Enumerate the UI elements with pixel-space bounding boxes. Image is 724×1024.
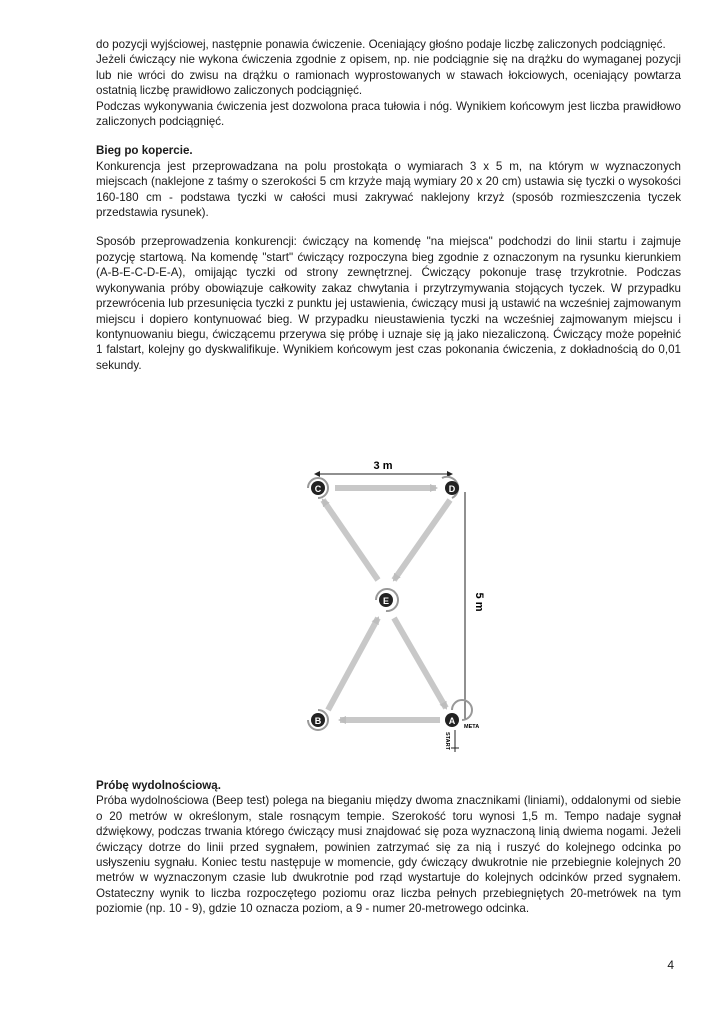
page-number: 4: [667, 958, 674, 972]
point-a: [445, 700, 472, 727]
arrow-d-to-e: [394, 500, 450, 580]
arrow-e-to-a: [394, 618, 446, 708]
point-a-label: A: [448, 716, 456, 726]
point-c-label: C: [314, 484, 322, 494]
point-d-label: D: [448, 484, 456, 494]
width-dimension: [315, 460, 452, 474]
document-body: [96, 37, 681, 373]
intro-paragraph-1: do pozycji wyjściowej, następnie ponawia ćwiczenie. Oceniający głośno podaje liczbę zaliczonych podciągnięć.: [96, 38, 666, 51]
arrow-b-to-e: [328, 618, 378, 710]
height-dimension: [465, 492, 485, 720]
envelope-run-paragraph-2: Sposób przeprowadzenia konkurencji: ćwiczący na komendę "na miejsca" podchodzi do linii startu i zajmuje pozycję startową. Na komendę "start" ćwiczący rozpoczyna bieg zgodnie z oznaczonym na rysunku kierunkiem (A-B-E-C-D-E-A), omijając tyczki od strony zewnętrznej. Ćwiczący pokonuje trasę trzykrotnie. Podczas wykonywania próby obowiązuje całkowity zakaz chwytania i przytrzymywania stojących tyczek. W przypadku przewrócenia lub przesunięcia tyczki z punktu jej ustawienia, ćwiczący musi ją ustawić na wcześniej zajmowanym miejscu i dopiero kontynuować bieg. W przypadku nieustawienia tyczki na wcześniej zajmowanym miejscu i kontynuowaniu biegu, ćwiczącemu przerywa się próbę i uznaje się ją jako niezaliczoną. Ćwiczący może popełnić 1 falstart, kolejny go dyskwalifikuje. Wynikiem końcowym jest czas pokonania ćwiczenia, z dokładnością do 0,01 sekundy.: [96, 235, 681, 372]
point-b: [308, 710, 328, 730]
envelope-run-paragraph-1: Konkurencja jest przeprowadzana na polu prostokąta o wymiarach 3 x 5 m, na którym w wyznaczonych miejscach (naklejone z taśmy o szerokości 5 cm krzyże mają wymiary 20 x 20 cm) ustawia się tyczki o wysokości 160-180 cm - podstawa tyczki w całości musi zakrywać naklejony krzyż (sposób rozmieszczenia tyczek przedstawia rysunek).: [96, 159, 681, 220]
intro-paragraph-3: Podczas wykonywania ćwiczenia jest dozwolona praca tułowia i nóg. Wynikiem końcowym jest liczba prawidłowo zaliczonych podciągnięć.: [96, 99, 681, 129]
envelope-run-diagram: [290, 452, 500, 772]
intro-paragraph-2: Jeżeli ćwiczący nie wykona ćwiczenia zgodnie z opisem, np. nie podciągnie się na drążku do wymaganej pozycji lub nie wróci do zwisu na drążku o ramionach wyprostowanych w stawach łokciowych, oceniający powtarza ostatnią liczbę prawidłowo zaliczonych podciągnięć.: [96, 53, 681, 98]
meta-label: META: [464, 724, 480, 730]
start-marker: [444, 730, 459, 752]
point-c: [308, 478, 328, 498]
point-e: [376, 589, 398, 611]
width-label: 3 m: [373, 460, 393, 472]
start-label: START: [444, 732, 450, 750]
height-label: 5 m: [473, 592, 485, 612]
arrow-e-to-c: [323, 500, 378, 580]
point-e-label: E: [382, 596, 390, 606]
point-b-label: B: [314, 716, 322, 726]
document-body-lower: [96, 778, 681, 917]
section-heading-endurance-test: Próbę wydolnościową.: [96, 779, 221, 792]
section-heading-envelope-run: Bieg po kopercie.: [96, 144, 193, 158]
endurance-test-paragraph: Próba wydolnościowa (Beep test) polega na bieganiu między dwoma znacznikami (liniami), oddalonymi od siebie o 20 metrów w określonym, stale rosnącym tempie. Szerokość toru wynosi 1,5 m. Tempo nadaje sygnał dźwiękowy, podczas trwania którego ćwiczący musi znajdować się poza wyznaczoną linią dwiema nogami. Jeżeli ćwiczący dotrze do linii przed sygnałem, powinien zatrzymać się za nią i ruszyć do kolejnego odcinka po usłyszeniu sygnału. Koniec testu następuje w momencie, gdy ćwiczący dwukrotnie nie przebiegnie kolejnych 20 metrów w wyznaczonym czasie lub dwukrotnie pod rząd wystartuje do kolejnych odcinków przed sygnałem. Ostateczny wynik to liczba rozpoczętego poziomu oraz liczba pełnych przebiegniętych 20-metrówek na tym poziomie (np. 10 - 9), gdzie 10 oznacza poziom, a 9 - numer 20-metrowego odcinka.: [96, 794, 681, 916]
point-d: [442, 477, 459, 498]
